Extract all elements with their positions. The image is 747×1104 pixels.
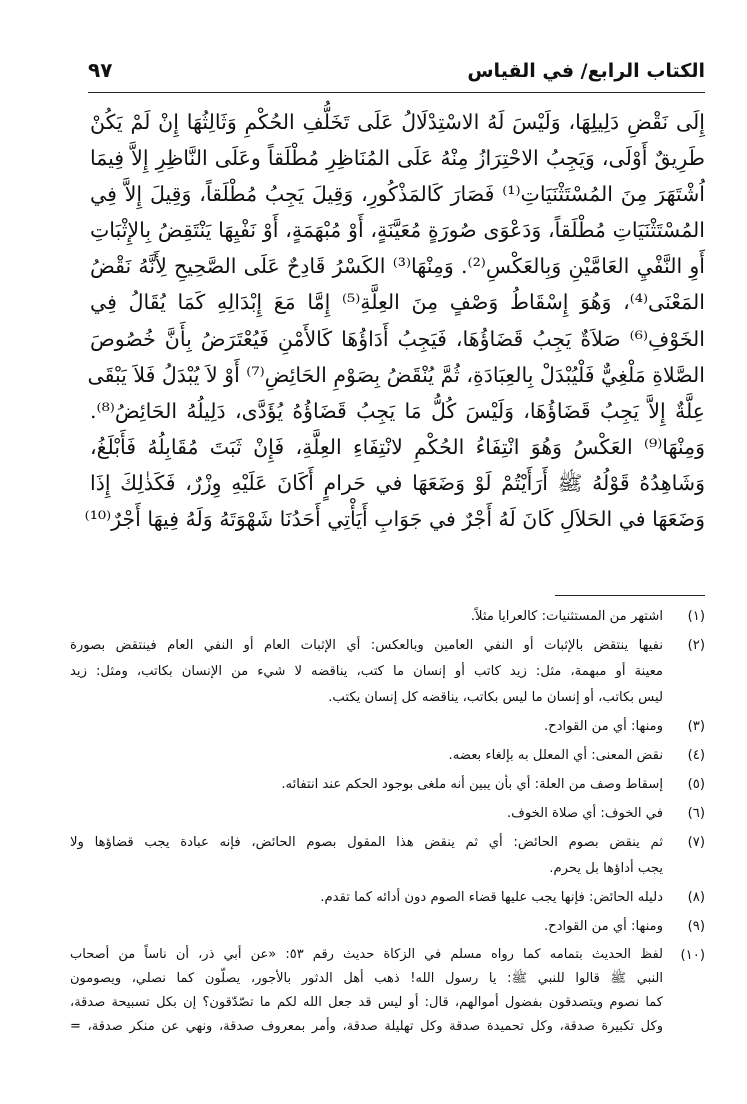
footnote xyxy=(70,885,705,911)
footnote xyxy=(70,801,705,827)
footnote-line: ومنها: أي من القوادح. xyxy=(543,919,663,934)
text-line: وَمِنْهَا⁽⁹⁾ العَكْسُ وَهُوَ انْتِفَاءُ الحُكْمِ لانْتِفَاءِ العِلَّةِ، فَإِنْ ثَبَتَ مُقَابِلُهُ فَأَبْلَغُ، xyxy=(90,434,705,459)
footnote-number: (٦) xyxy=(687,806,705,821)
footnote-line: نقض المعنى: أي المعلل به بإلغاء بعضه. xyxy=(448,748,663,763)
footnote xyxy=(70,914,705,940)
footnote-line: اشتهر من المستثنيات: كالعرايا مثلاً. xyxy=(470,609,663,624)
text-line: الصَّلاةِ مَلْغِيٌّ فَلْيُبْدَلْ بِالعِبَادَةِ، ثُمَّ يُنْقَضُ بِصَوْمِ الحَائِضِ⁽⁷⁾ أَوْ لاَ يُبْدَلُ فَلاَ يَبْقَى xyxy=(87,362,705,387)
footnote-line: دليله الحائض: فإنها يجب عليها قضاء الصوم دون أدائه كما تقدم. xyxy=(320,890,663,905)
footnote-number: (١٠) xyxy=(680,948,705,963)
text-line: وَضَعَهَا في الحَلاَلِ كَانَ لَهُ أَجْرٌ في جَوَابِ أَيَأْتِي أَحَدُنَا شَهْوَتَهُ وَلَهُ فِيهَا أَجْرٌ⁽¹⁰⁾ xyxy=(84,507,705,532)
footnote-line: ومنها: أي من القوادح. xyxy=(543,719,663,734)
running-title: الكتاب الرابع/ في القياس xyxy=(467,60,705,82)
footnote-number: (١) xyxy=(687,609,705,624)
footnote xyxy=(70,772,705,798)
footnote-line: يجب أداؤها بل يحرم. xyxy=(549,861,663,876)
footnote-number: (٥) xyxy=(687,777,705,792)
page-header xyxy=(88,54,705,88)
footnote-line: إسقاط وصف من العلة: أي بأن يبين أنه ملغى بوجود الحكم عند انتفائه. xyxy=(281,777,663,792)
text-line: اُشْتَهَرَ مِنَ المُسْتَثْنَيَاتِ⁽¹⁾ فَصَارَ كَالمَذْكُورِ، وَقِيلَ يَجِبُ مُطْلَقاً، وَقِيلَ إِلاَّ فِي xyxy=(90,182,705,207)
footnote xyxy=(70,633,705,711)
text-line: وَشَاهِدُهُ قَوْلُهُ ﷺ أَرَأَيْتُمْ لَوْ وَضَعَهَا في حَرامٍ أَكَانَ عَلَيْهِ وِزْرٌ، فَكَذٰلِكَ إِذَا xyxy=(90,470,705,495)
main-text xyxy=(84,104,705,537)
footnote-line: ثم ينقض بصوم الحائض: أي ثم ينقض هذا المقول بصوم الحائض، فإنه عبادة يجب قضاؤها ولا xyxy=(70,835,663,850)
footnote-number: (٣) xyxy=(687,719,705,734)
footnote-line: في الخوف: أي صلاة الخوف. xyxy=(506,806,663,821)
footnote-line: النبي ﷺ قالوا للنبي ﷺ: يا رسول الله! ذهب أهل الدثور بالأجور، يصلّون كما نصلي، ويصومون xyxy=(70,971,663,986)
footnote xyxy=(70,943,705,1039)
text-line: عِلَّةٌ إِلاَّ يَجِبُ قَضَاؤُهَا، وَلَيْسَ كُلُّ مَا يَجِبُ قَضَاؤُهُ يُؤَدَّى، دَلِيلُهُ الحَائِضُ⁽⁸⁾. xyxy=(90,398,705,423)
text-line: المُسْتَثْنَيَاتِ مُطْلَقاً، وَدَعْوَى صُورَةٍ مُعَيَّنَةٍ، أَوْ مُبْهَمَةٍ، أَوْ نَفْيِهَا يَنْتَقِضُ بِالإِثْبَاتِ xyxy=(90,218,705,243)
footnote-number: (٨) xyxy=(687,890,705,905)
footnote-line: نفيها ينتقض بالإثبات أو النفي العامين وبالعكس: أي الإثبات العام أو النفي العام فينتقض بصورة xyxy=(70,638,663,653)
footnote xyxy=(70,743,705,769)
text-line: المَعْنَى⁽⁴⁾، وَهُوَ إِسْقَاطُ وَصْفٍ مِنَ العِلَّةِ⁽⁵⁾ إِمَّا مَعَ إِبْدَالِهِ كَمَا يُقَالُ فِي xyxy=(90,290,705,315)
footnotes xyxy=(70,604,705,1042)
text-line: الخَوْفِ⁽⁶⁾ صَلاَةٌ يَجِبُ قَضَاؤُهَا، فَيَجِبُ أَدَاؤُهَا كَالأَمْنِ فَيُعْتَرَضُ بِأَنَّ خُصُوصَ xyxy=(90,326,705,351)
header-rule xyxy=(88,92,705,93)
footnote-line: كما نصوم ويتصدقون بفضول أموالهم، قال: أو ليس قد جعل الله لكم ما تصّدّقون؟ إن بكل تسبيحة صدقة، xyxy=(70,995,663,1010)
text-line: طَرِيقٌ أَوْلَى، وَيَجِبُ الاحْتِرَازُ مِنْهُ عَلَى المُنَاظِرِ مُطْلَقاً وعَلَى النَّاظِرِ إِلاَّ فِيمَا xyxy=(90,146,705,171)
footnote-line: معينة أو مبهمة، مثل: زيد كاتب أو إنسان ما كتب، يناقضه لا شيء من الإنسان بكاتب، ومثل: زيد xyxy=(70,664,663,679)
footnote xyxy=(70,604,705,630)
text-line: أَوِ النَّفْيِ العَامَّيْنِ وَبِالعَكْسِ⁽²⁾. وَمِنْهَا⁽³⁾ الكَسْرُ قَادِحٌ عَلَى الصَّحِيحِ لِأَنَّهُ نَقْضُ xyxy=(90,254,705,279)
footnote-separator xyxy=(555,595,705,596)
footnote-number: (٤) xyxy=(687,748,705,763)
footnote-number: (٩) xyxy=(687,919,705,934)
footnote-line: ليس بكاتب، أو إنسان ما ليس بكاتب، يناقضه كل إنسان يكتب. xyxy=(328,690,663,705)
footnote-number: (٢) xyxy=(687,638,705,653)
page-number: ٩٧ xyxy=(88,58,113,82)
footnote-number: (٧) xyxy=(687,835,705,850)
footnote xyxy=(70,714,705,740)
footnote-line: وكل تكبيرة صدقة، وكل تحميدة صدقة وكل تهليلة صدقة، وأمر بمعروف صدقة، ونهي عن منكر صدقة، = xyxy=(70,1019,663,1034)
footnote-line: لفظ الحديث بتمامه كما رواه مسلم في الزكاة حديث رقم ٥٣: «عن أبي ذر، أن ناساً من أصحاب xyxy=(70,947,663,962)
text-line: إِلَى نَقْضِ دَلِيلِهَا، وَلَيْسَ لَهُ الاسْتِدْلَالُ عَلَى تَخَلُّفِ الحُكْمِ وَثَالِثُهَا إِنْ لَمْ يَكُنْ xyxy=(90,110,705,134)
footnote xyxy=(70,830,705,882)
